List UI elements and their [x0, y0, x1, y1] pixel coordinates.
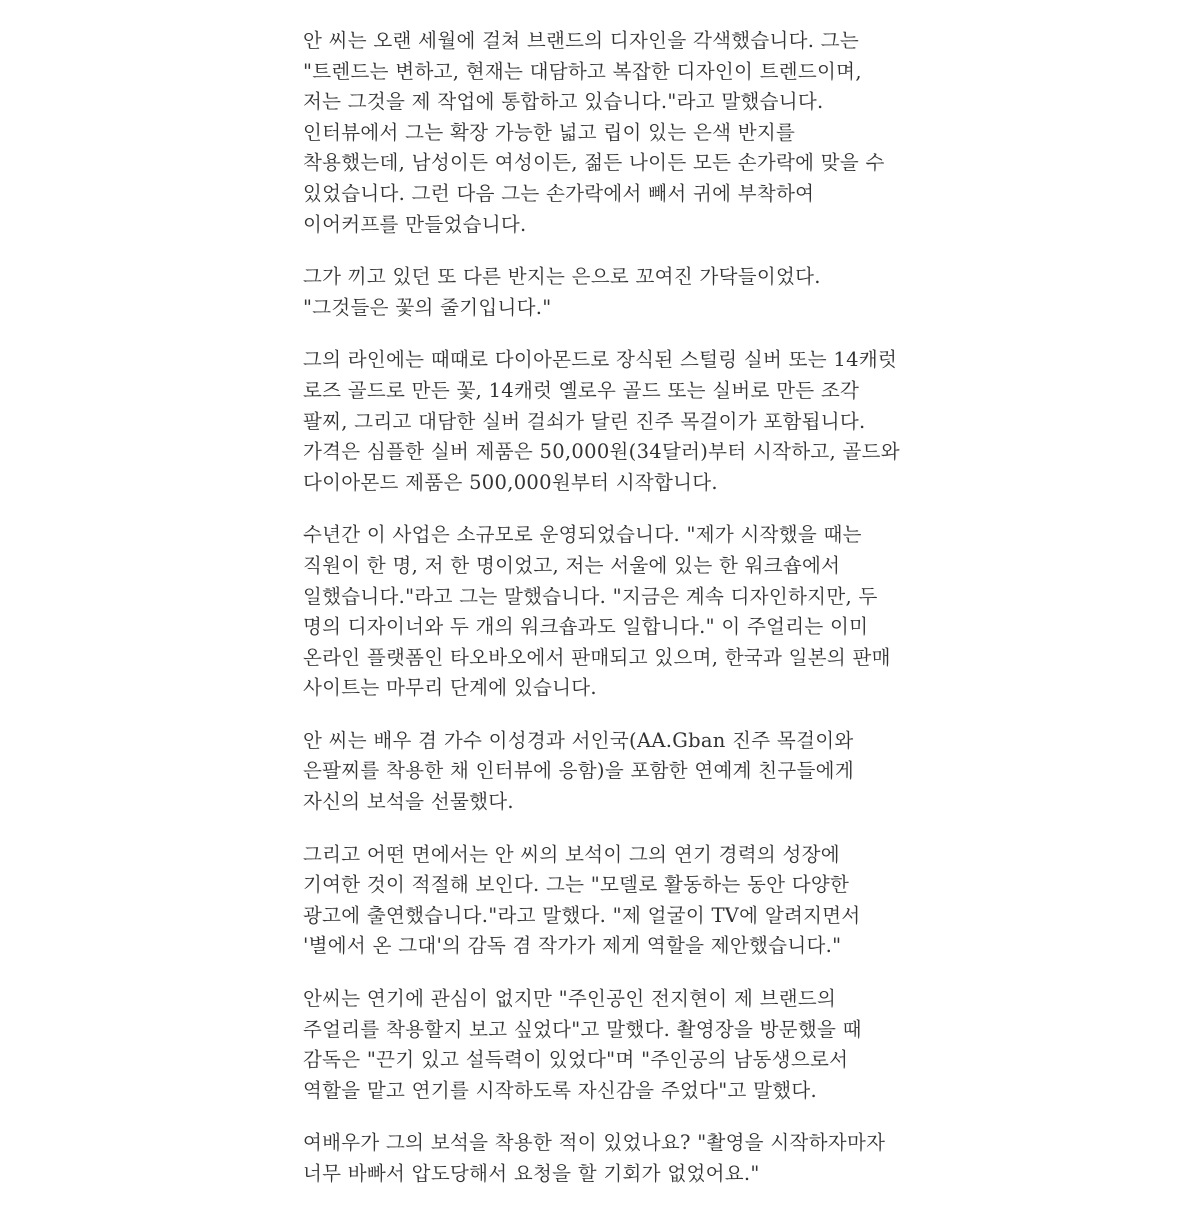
article-paragraph-4: 수년간 이 사업은 소규모로 운영되었습니다. "제가 시작했을 때는 직원이 한 명, 저 한 명이었고, 저는 서울에 있는 한 워크숍에서 일했습니다."라고 그는 말했습니다. "지금은 계속 디자인하지만, 두 명의 디자이너와 두 개의 워크숍과도 일합니다." 이 주얼리는 이미 온라인 플랫폼인 타오바오에서 판매되고 있으며, 한국과 일본의 판매 사이트는 마무리 단계에 있습니다.: [303, 523, 891, 700]
article-body: [303, 26, 903, 1212]
article-paragraph-5: 안 씨는 배우 겸 가수 이성경과 서인국(AA.Gban 진주 목걸이와 은팔찌를 착용한 채 인터뷰에 응함)을 포함한 연예계 친구들에게 자신의 보석을 선물했다.: [303, 728, 854, 814]
article-paragraph-1: 안 씨는 오랜 세월에 걸쳐 브랜드의 디자인을 각색했습니다. 그는 "트렌드는 변하고, 현재는 대담하고 복잡한 디자인이 트렌드이며, 저는 그것을 제 작업에 통합하고 있습니다."라고 말했습니다. 인터뷰에서 그는 확장 가능한 넓고 립이 있는 은색 반지를 착용했는데, 남성이든 여성이든, 젊든 나이든 모든 손가락에 맞을 수 있었습니다. 그런 다음 그는 손가락에서 빼서 귀에 부착하여 이어커프를 만들었습니다.: [303, 29, 885, 236]
article-paragraph-3: 그의 라인에는 때때로 다이아몬드로 장식된 스털링 실버 또는 14캐럿 로즈 골드로 만든 꽃, 14캐럿 옐로우 골드 또는 실버로 만든 조각 팔찌, 그리고 대담한 실버 걸쇠가 달린 진주 목걸이가 포함됩니다. 가격은 심플한 실버 제품은 50,000원(34달러)부터 시작하고, 골드와 다이아몬드 제품은 500,000원부터 시작합니다.: [303, 348, 900, 494]
article-paragraph-8: 여배우가 그의 보석을 착용한 적이 있었나요? "촬영을 시작하자마자 너무 바빠서 압도당해서 요청을 할 기회가 없었어요.": [303, 1131, 886, 1185]
article-paragraph-2: 그가 끼고 있던 또 다른 반지는 은으로 꼬여진 가닥들이었다. "그것들은 꽃의 줄기입니다.": [303, 265, 821, 319]
article-paragraph-6: 그리고 어떤 면에서는 안 씨의 보석이 그의 연기 경력의 성장에 기여한 것이 적절해 보인다. 그는 "모델로 활동하는 동안 다양한 광고에 출연했습니다."라고 말했다. "제 얼굴이 TV에 알려지면서 '별에서 온 그대'의 감독 겸 작가가 제게 역할을 제안했습니다.": [303, 842, 861, 958]
article-paragraph-7: 안씨는 연기에 관심이 없지만 "주인공인 전지현이 제 브랜드의 주얼리를 착용할지 보고 싶었다"고 말했다. 촬영장을 방문했을 때 감독은 "끈기 있고 설득력이 있었다"며 "주인공의 남동생으로서 역할을 맡고 연기를 시작하도록 자신감을 주었다"고 말했다.: [303, 987, 862, 1102]
